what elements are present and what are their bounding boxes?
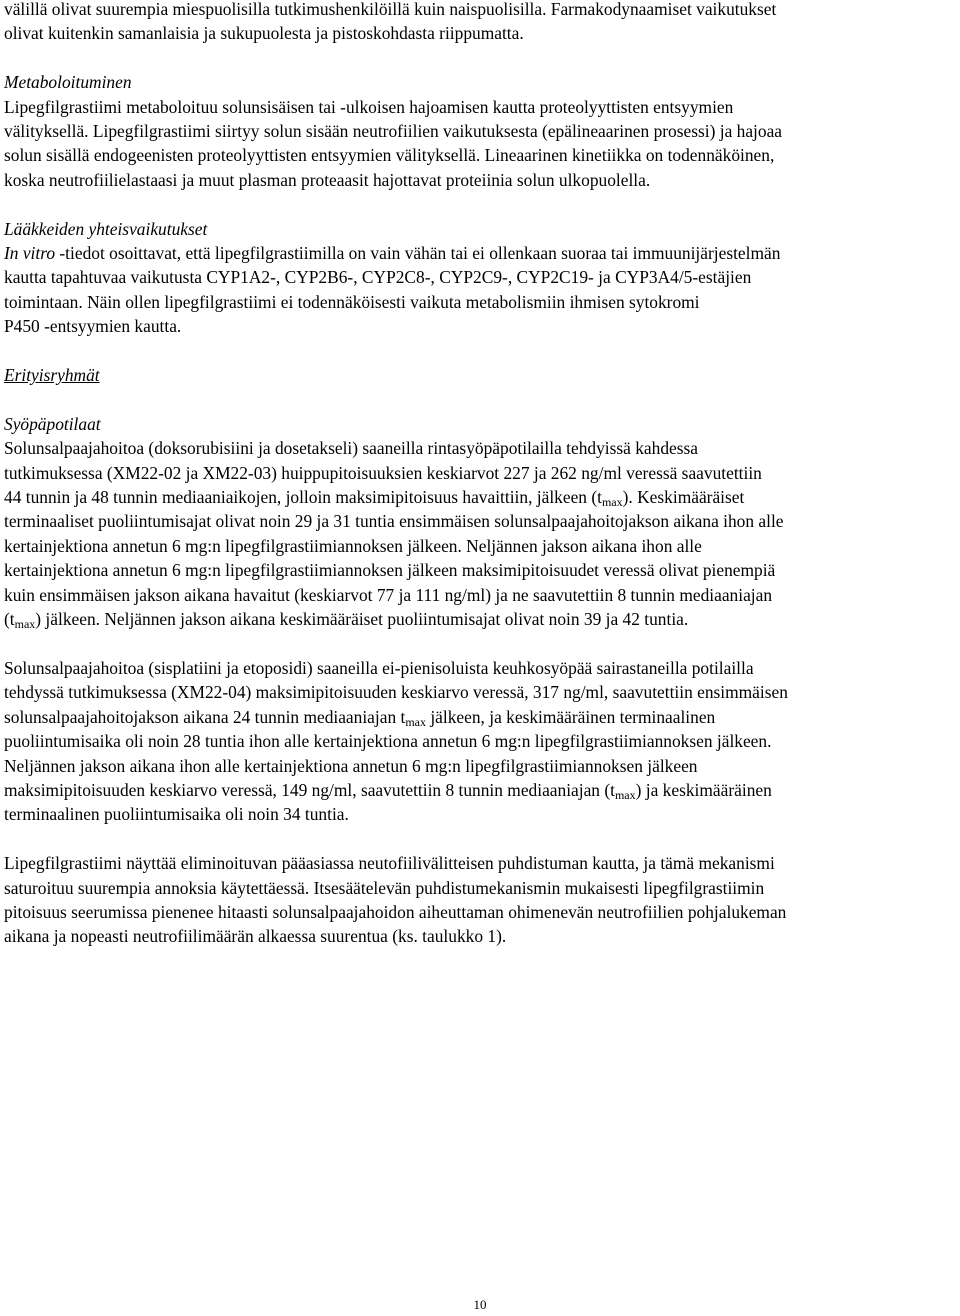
- text-line: pitoisuus seerumissa pienenee hitaasti solunsalpaajahoidon aiheuttaman ohimenevän neutrofiilien pohjalukeman: [4, 901, 787, 922]
- spacer: [4, 827, 956, 851]
- text-line: maksimipitoisuuden keskiarvo veressä, 149 ng/ml, saavutettiin 8 tunnin mediaaniajan (t: [4, 779, 615, 800]
- text-line: Solunsalpaajahoitoa (doksorubisiini ja dosetakseli) saaneilla rintasyöpäpotilailla tehdyissä kahdessa: [4, 438, 699, 459]
- page-number: 10: [473, 1297, 487, 1312]
- cancer-patients-paragraph-1: [4, 436, 956, 631]
- text-line: tehdyssä tutkimuksessa (XM22-04) maksimipitoisuuden keskiarvo veressä, 317 ng/ml, saavutettiin ensimmäisen: [4, 682, 788, 703]
- metabolism-line: Lipegfilgrastiimi metaboloituu solunsisäisen tai -ulkoisen hajoamisen kautta proteolyyttisten entsyymien: [4, 96, 734, 117]
- interactions-line: kautta tapahtuvaa vaikutusta CYP1A2-, CYP2B6-, CYP2C8-, CYP2C9-, CYP2C19- ja CYP3A4/5-estäjien: [4, 267, 752, 288]
- text-line: tutkimuksessa (XM22-02 ja XM22-03) huippupitoisuuksien keskiarvot 227 ja 262 ng/ml veressä saavutettiin: [4, 462, 762, 483]
- text-line: terminaalinen puoliintumisaika oli noin 34 tuntia.: [4, 804, 349, 825]
- text-line: kuin ensimmäisen jakson aikana havaitut (keskiarvot 77 ja 111 ng/ml) ja ne saavutettiin 8 tunnin mediaaniajan: [4, 584, 773, 605]
- text-line: ). Keskimääräiset: [622, 487, 745, 508]
- text-line: aikana ja nopeasti neutrofiilimäärän alkaessa suurentua (ks. taulukko 1).: [4, 926, 507, 947]
- text-line: kertainjektiona annetun 6 mg:n lipegfilgrastiimiannoksen jälkeen. Neljännen jakson aikana ihon alle: [4, 535, 702, 556]
- interactions-line-1-rest: -tiedot osoittavat, että lipegfilgrastiimilla on vain vähän tai ei ollenkaan suoraa tai immuunijärjestelmän: [55, 243, 781, 264]
- text-line: jälkeen, ja keskimääräinen terminaalinen: [426, 706, 716, 727]
- spacer: [4, 387, 956, 411]
- text-line: Neljännen jakson aikana ihon alle kertainjektiona annetun 6 mg:n lipegfilgrastiimiannoksen jälkeen: [4, 755, 698, 776]
- text-line: kertainjektiona annetun 6 mg:n lipegfilgrastiimiannoksen jälkeen maksimipitoisuudet veressä olivat pienempiä: [4, 560, 776, 581]
- cancer-patients-paragraph-2: [4, 656, 956, 827]
- spacer: [4, 192, 956, 216]
- text-line: ) jälkeen. Neljännen jakson aikana keskimääräiset puoliintumisajat olivat noin 39 ja 42 tuntia.: [35, 609, 689, 630]
- tmax-subscript: max: [405, 714, 426, 729]
- intro-line-2: olivat kuitenkin samanlaisia ja sukupuolesta ja pistoskohdasta riippumatta.: [4, 23, 524, 44]
- interactions-line: toimintaan. Näin ollen lipegfilgrastiimi ei todennäköisesti vaikuta metabolismiin ihmisen sytokromi: [4, 291, 700, 312]
- metabolism-line: välityksellä. Lipegfilgrastiimi siirtyy solun sisään neutrofiilien vaikutuksesta (epälineaarinen prosessi) ja hajoaa: [4, 121, 783, 142]
- text-line: (t: [4, 609, 15, 630]
- text-line: terminaaliset puoliintumisajat olivat noin 29 ja 31 tuntia ensimmäisen solunsalpaajahoitojakson aikana ihon alle: [4, 511, 784, 532]
- metabolism-line: solun sisällä endogeenisten proteolyyttisten entsyymien välityksellä. Lineaarinen kinetiikka on todennäköinen,: [4, 145, 775, 166]
- metabolism-line: koska neutrofiilielastaasi ja muut plasman proteaasit hajottavat proteiinia solun ulkopuolella.: [4, 169, 651, 190]
- intro-line-1: välillä olivat suurempia miespuolisilla tutkimushenkilöillä kuin naispuolisilla. Farmakodynaamiset vaikutukset: [4, 0, 777, 19]
- text-line: solunsalpaajahoitojakson aikana 24 tunnin mediaaniajan t: [4, 706, 406, 727]
- spacer: [4, 46, 956, 70]
- spacer: [4, 339, 956, 363]
- text-line: 44 tunnin ja 48 tunnin mediaaniaikojen, jolloin maksimipitoisuus havaittiin, jälkeen (t: [4, 487, 602, 508]
- in-vitro-term: In vitro: [4, 243, 56, 264]
- metabolism-heading: Metaboloituminen: [4, 72, 132, 93]
- text-line: puoliintumisaika oli noin 28 tuntia ihon alle kertainjektiona annetun 6 mg:n lipegfilgrastiimiannoksen jälkeen.: [4, 731, 772, 752]
- tmax-subscript: max: [14, 617, 36, 632]
- tmax-subscript: max: [601, 495, 623, 510]
- document-page: [4, 0, 956, 949]
- tmax-subscript: max: [614, 787, 636, 802]
- cancer-patients-paragraph-3: [4, 851, 956, 949]
- special-groups-heading: Erityisryhmät: [4, 365, 100, 386]
- text-line: Lipegfilgrastiimi näyttää eliminoituvan pääasiassa neutofiilivälitteisen puhdistuman kautta, ja tämä mekanismi: [4, 853, 775, 874]
- interactions-heading: Lääkkeiden yhteisvaikutukset: [4, 218, 208, 239]
- cancer-patients-heading: Syöpäpotilaat: [4, 413, 101, 434]
- text-line: Solunsalpaajahoitoa (sisplatiini ja etoposidi) saaneilla ei-pienisoluista keuhkosyöpää sairastaneilla potilailla: [4, 657, 754, 678]
- text-line: ) ja keskimääräinen: [635, 779, 772, 800]
- spacer: [4, 632, 956, 656]
- intro-paragraph: [4, 0, 956, 46]
- text-line: saturoituu suurempia annoksia käytettäessä. Itsesäätelevän puhdistumekanismin mukaisesti lipegfilgrastiimin: [4, 877, 765, 898]
- interactions-paragraph: [4, 241, 956, 339]
- metabolism-paragraph: [4, 95, 956, 193]
- interactions-line: P450 -entsyymien kautta.: [4, 316, 182, 337]
